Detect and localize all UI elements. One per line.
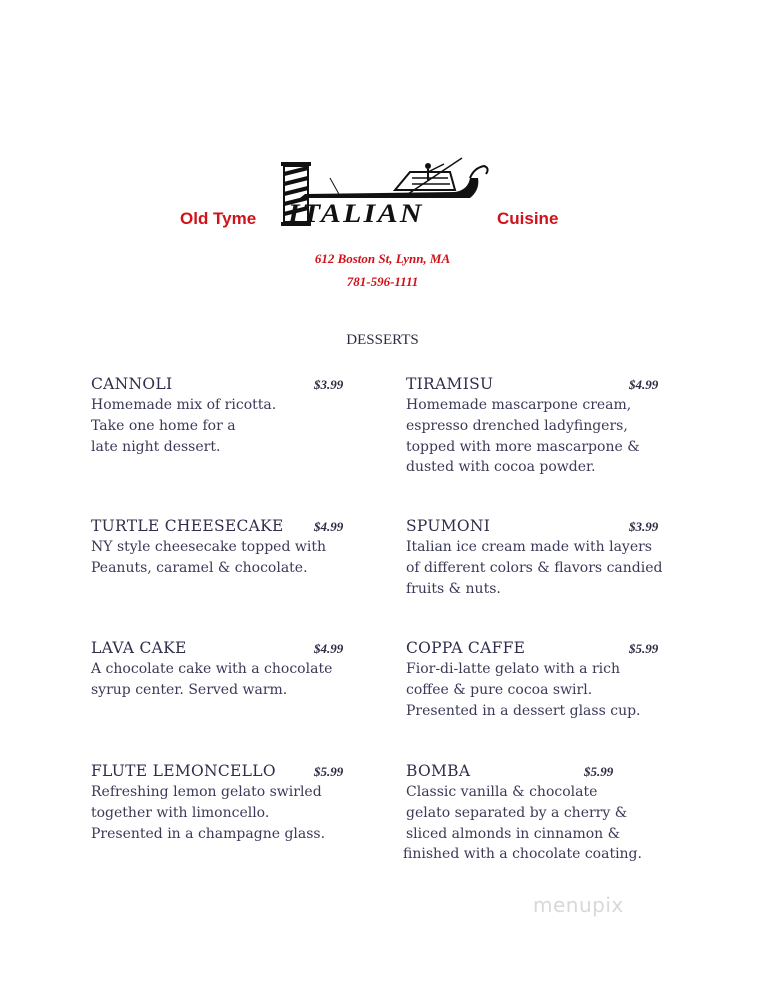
menu-item-cannoli [91, 374, 361, 457]
item-description: Classic vanilla & chocolate gelato separated by a cherry & sliced almonds in cinnamon & finished with a chocolate coating. [403, 784, 642, 863]
item-name: COPPA CAFFE [406, 639, 526, 657]
item-price: $3.99 [314, 377, 344, 392]
item-price: $4.99 [314, 519, 344, 534]
item-description: Italian ice cream made with layers of different colors & flavors candied fruits & nuts. [406, 539, 663, 597]
item-price: $5.99 [629, 641, 659, 656]
menu-item-coppa-caffe [406, 638, 706, 721]
item-name: FLUTE LEMONCELLO [91, 762, 276, 780]
item-description: A chocolate cake with a chocolate syrup center. Served warm. [91, 661, 333, 698]
item-price: $5.99 [314, 764, 344, 779]
item-description: NY style cheesecake topped with Peanuts, caramel & chocolate. [91, 539, 326, 576]
item-price: $4.99 [629, 377, 659, 392]
restaurant-phone: 781-596-1111 [346, 274, 419, 289]
item-name: SPUMONI [406, 517, 491, 535]
item-price: $5.99 [584, 764, 614, 779]
brand-italian: ITALIAN [288, 199, 424, 228]
menu-item-flute-lemoncello [91, 761, 361, 844]
brand-cuisine: Cuisine [497, 209, 559, 228]
menu-item-spumoni [406, 516, 706, 599]
item-name: CANNOLI [91, 375, 173, 393]
item-price: $4.99 [314, 641, 344, 656]
section-title: DESSERTS [346, 332, 419, 348]
brand-old-tyme: Old Tyme [180, 209, 257, 228]
restaurant-address: 612 Boston St, Lynn, MA [314, 251, 451, 266]
item-name: TURTLE CHEESECAKE [91, 517, 284, 535]
menu-item-bomba [403, 761, 706, 865]
item-price: $3.99 [629, 519, 659, 534]
item-description: Homemade mix of ricotta. Take one home for a late night dessert. [91, 397, 277, 455]
item-description: Fior-di-latte gelato with a rich coffee & pure cocoa swirl. Presented in a dessert glass cup. [406, 661, 641, 719]
watermark: menupix [533, 893, 624, 917]
menu-item-lava-cake [91, 638, 361, 701]
item-description: Refreshing lemon gelato swirled together with limoncello. Presented in a champagne glass. [91, 784, 326, 842]
item-name: TIRAMISU [406, 375, 494, 393]
item-name: LAVA CAKE [91, 639, 187, 657]
item-description: Homemade mascarpone cream, espresso drenched ladyfingers, topped with more mascarpone & dusted with cocoa powder. [406, 397, 640, 476]
item-name: BOMBA [406, 762, 471, 780]
menu-item-tiramisu [406, 374, 706, 478]
menu-item-turtle-cheesecake [91, 516, 361, 579]
